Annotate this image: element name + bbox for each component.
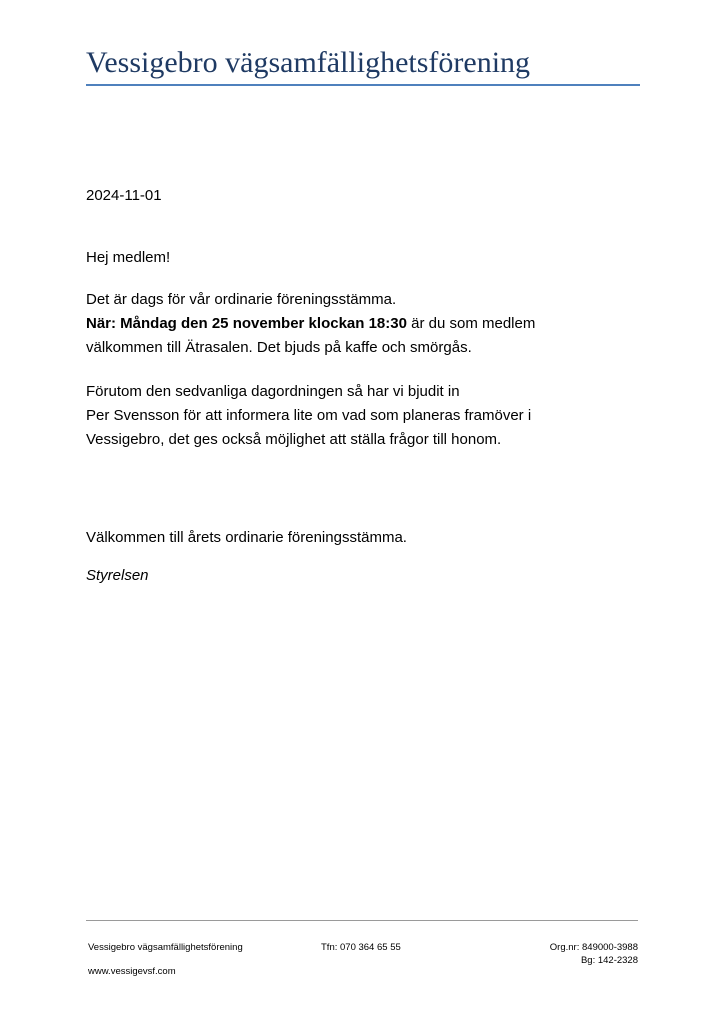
meeting-intro-line: Det är dags för vår ordinarie föreningsstämma. — [86, 291, 397, 308]
meeting-paragraph — [86, 288, 646, 360]
footer-divider — [86, 920, 638, 921]
closing-line: Välkommen till årets ordinarie föreningsstämma. — [86, 529, 407, 546]
greeting: Hej medlem! — [86, 249, 171, 266]
agenda-line-1: Förutom den sedvanliga dagordningen så har vi bjudit in — [86, 383, 460, 400]
footer-phone: Tfn: 070 364 65 55 — [321, 942, 401, 953]
agenda-paragraph — [86, 380, 646, 452]
organization-title: Vessigebro vägsamfällighetsförening — [86, 46, 531, 79]
footer-registration — [550, 941, 638, 967]
footer-website: www.vessigevsf.com — [88, 966, 176, 977]
agenda-line-3: Vessigebro, det ges också möjlighet att ställa frågor till honom. — [86, 431, 502, 448]
footer-organization: Vessigebro vägsamfällighetsförening — [88, 942, 243, 953]
letterhead — [86, 44, 640, 86]
meeting-time-rest: är du som medlem — [406, 315, 536, 332]
title-divider — [86, 84, 640, 86]
meeting-location-line: välkommen till Ätrasalen. Det bjuds på kaffe och smörgås. — [86, 339, 472, 356]
agenda-line-2: Per Svensson för att informera lite om vad som planeras framöver i — [86, 407, 532, 424]
signature: Styrelsen — [86, 567, 149, 584]
meeting-time-line — [86, 312, 646, 336]
letter-date: 2024-11-01 — [86, 187, 162, 204]
meeting-time-bold: När: Måndag den 25 november klockan 18:30 — [86, 315, 407, 332]
footer-orgnr: Org.nr: 849000-3988 — [549, 942, 638, 953]
footer-bankgiro: Bg: 142-2328 — [580, 955, 638, 966]
